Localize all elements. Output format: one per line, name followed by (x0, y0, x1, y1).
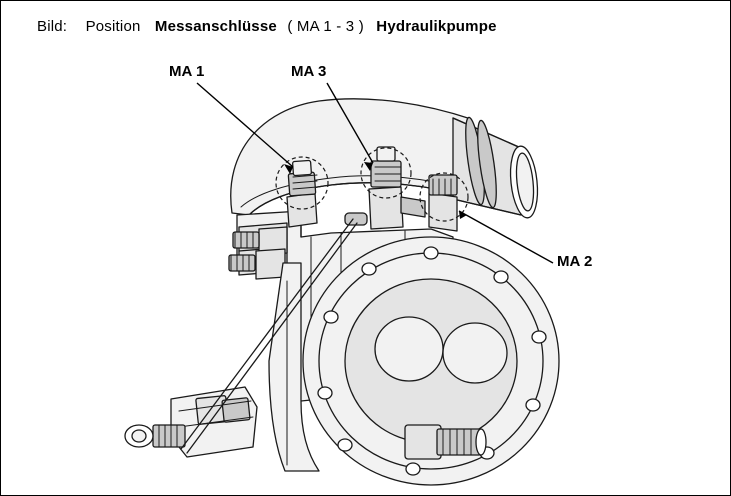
ma1-base (287, 193, 317, 227)
shaft-collar (405, 425, 441, 459)
bolt-hole (318, 387, 332, 399)
caption-label: Bild: (37, 18, 68, 35)
callout-label-ma3: MA 3 (291, 63, 327, 80)
inner-cavity-left (375, 317, 443, 381)
ma3-cap (377, 147, 395, 161)
bolt-hole (362, 263, 376, 275)
bolt-hole (338, 439, 352, 451)
ma2-base (429, 193, 457, 231)
caption-component: Hydraulikpumpe (376, 18, 497, 35)
shaft-spline-body (437, 429, 481, 455)
pump-technical-drawing (1, 1, 731, 496)
left-fitting-hex-bottom (229, 255, 255, 271)
callout-label-ma2: MA 2 (557, 253, 593, 270)
left-fitting-hex-top (233, 232, 259, 248)
caption-title: Messanschlüsse (154, 18, 277, 35)
shaft-end-face (476, 429, 486, 455)
left-fitting-block-bottom (256, 249, 285, 279)
bolt-hole (526, 399, 540, 411)
ma3-base (369, 187, 403, 229)
bolt-hole (424, 247, 438, 259)
caption-range: ( MA 1 - 3 ) (287, 18, 364, 35)
inner-cavity-right (443, 323, 507, 383)
bolt-hole (406, 463, 420, 475)
drive-shaft-spline (405, 425, 486, 459)
ma1-cap (293, 160, 312, 175)
bolt-hole (494, 271, 508, 283)
port-link-block (345, 213, 367, 225)
bolt-hole (532, 331, 546, 343)
bracket-fitting-hex (153, 425, 185, 447)
caption-position-word: Position (85, 18, 141, 35)
ma3-side-spur (401, 197, 425, 217)
bolt-hole (324, 311, 338, 323)
callout-label-ma1: MA 1 (169, 63, 205, 80)
bracket-fitting-bore (132, 430, 146, 442)
